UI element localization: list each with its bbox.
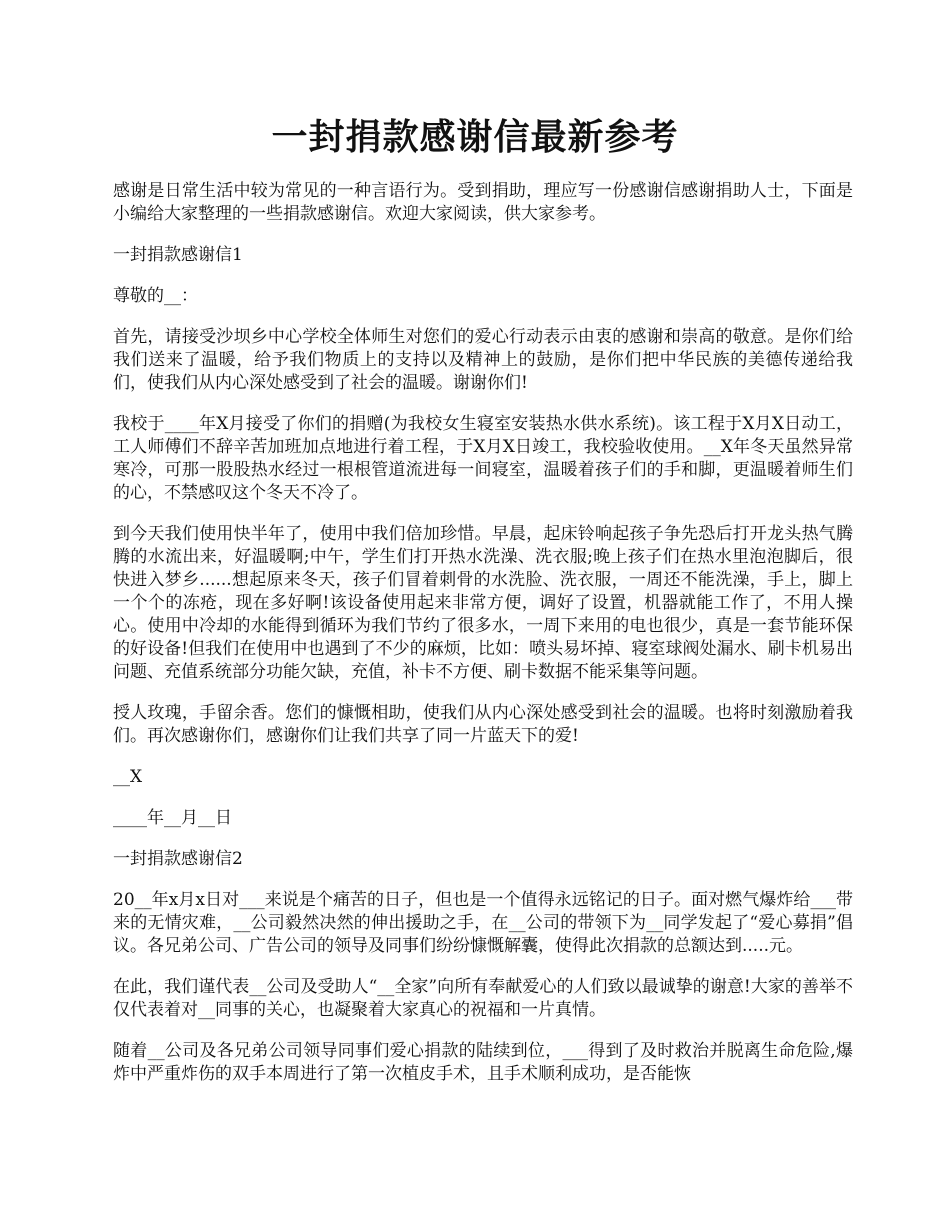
paragraph: 授人玫瑰，手留余香。您们的慷慨相助，使我们从内心深处感受到社会的温暖。也将时刻激励着我们。再次感谢你们，感谢你们让我们共享了同一片蓝天下的爱! — [113, 703, 853, 746]
paragraph-intro: 感谢是日常生活中较为常见的一种言语行为。受到捐助，理应写一份感谢信感谢捐助人士，下面是小编给大家整理的一些捐款感谢信。欢迎大家阅读，供大家参考。 — [113, 181, 853, 224]
document-title: 一封捐款感谢信最新参考 — [271, 116, 679, 158]
letter-1-heading: 一封捐款感谢信1 — [113, 245, 243, 265]
paragraph: 首先，请接受沙坝乡中心学校全体师生对您们的爱心行动表示由衷的感谢和崇高的敬意。是你们给我们送来了温暖，给予我们物质上的支持以及精神上的鼓励，是你们把中华民族的美德传递给我们，使我们从内心深处感受到了社会的温暖。谢谢你们! — [113, 327, 853, 393]
paragraph: 我校于____年X月接受了你们的捐赠(为我校女生寝室安装热水供水系统)。该工程于X月X日动工，工人师傅们不辞辛苦加班加点地进行着工程，于X月X日竣工，我校验收使用。__X年冬天虽然异常寒冷，可那一股股热水经过一根根管道流进每一间寝室，温暖着孩子们的手和脚，更温暖着师生们的心，不禁感叹这个冬天不冷了。 — [113, 414, 853, 503]
letter-1-signature: __X — [113, 767, 143, 787]
document-body — [113, 180, 853, 1104]
letter-2-heading: 一封捐款感谢信2 — [113, 849, 243, 869]
paragraph: 20__年x月x日对___来说是个痛苦的日子，但也是一个值得永远铭记的日子。面对燃气爆炸给___带来的无情灾难，__公司毅然决然的伸出援助之手，在__公司的带领下为__同学发起了“爱心募捐”倡议。各兄弟公司、广告公司的领导及同事们纷纷慷慨解囊，使得此次捐款的总额达到.....元。 — [113, 890, 853, 956]
letter-1-salutation: 尊敬的__： — [113, 286, 198, 306]
paragraph: 随着__公司及各兄弟公司领导同事们爱心捐款的陆续到位，___得到了及时救治并脱离生命危险,爆炸中严重炸伤的双手本周进行了第一次植皮手术，且手术顺利成功，是否能恢 — [113, 1041, 853, 1084]
paragraph: 在此，我们谨代表__公司及受助人“__全家”向所有奉献爱心的人们致以最诚挚的谢意!大家的善举不仅代表着对__同事的关心，也凝聚着大家真心的祝福和一片真情。 — [113, 977, 853, 1020]
paragraph: 到今天我们使用快半年了，使用中我们倍加珍惜。早晨，起床铃响起孩子争先恐后打开龙头热气腾腾的水流出来，好温暖啊;中午，学生们打开热水洗澡、洗衣服;晚上孩子们在热水里泡泡脚后，很快进入梦乡......想起原来冬天，孩子们冒着刺骨的水洗脸、洗衣服，一周还不能洗澡，手上，脚上一个个的冻疮，现在多好啊!该设备使用起来非常方便，调好了设置，机器就能工作了，不用人操心。使用中冷却的水能得到循环为我们节约了很多水，一周下来用的电也很少，真是一套节能环保的好设备!但我们在使用中也遇到了不少的麻烦，比如：喷头易坏掉、寝室球阀处漏水、刷卡机易出问题、充值系统部分功能欠缺，充值，补卡不方便、刷卡数据不能采集等问题。 — [113, 524, 853, 682]
letter-1-date: ____年__月__日 — [113, 808, 232, 828]
